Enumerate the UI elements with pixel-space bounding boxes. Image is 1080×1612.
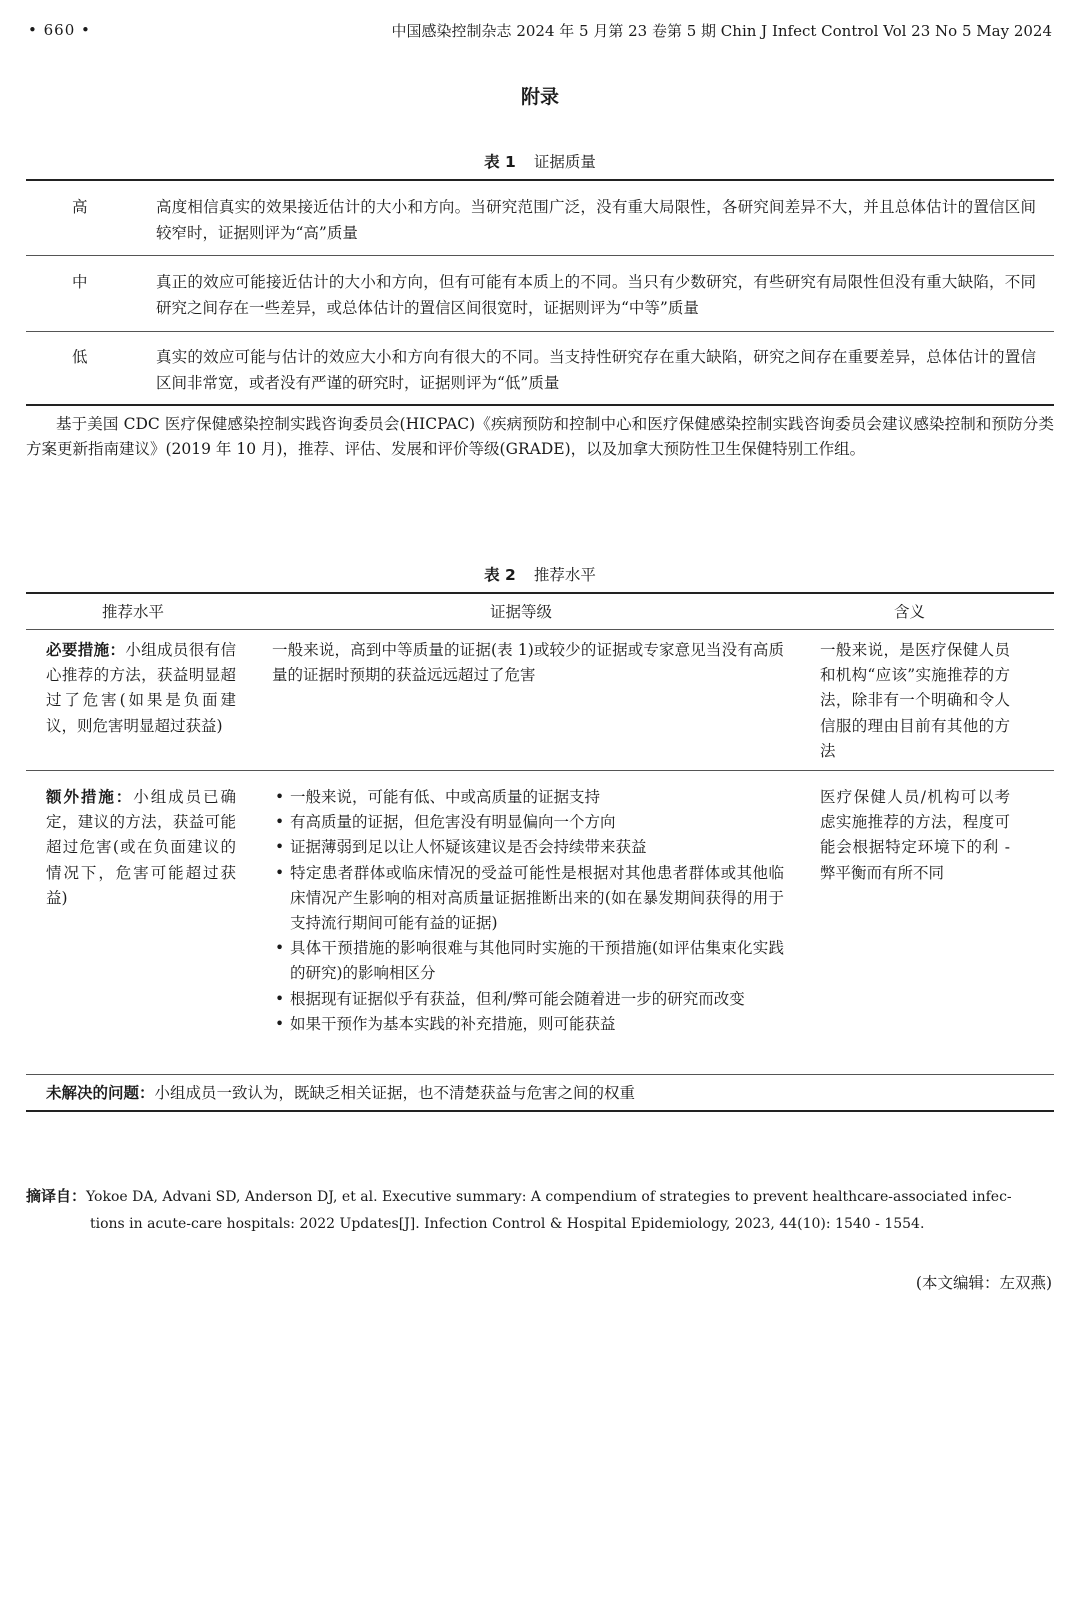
column-header-evidence: 证据等级 xyxy=(490,603,553,621)
column-header-meaning: 含义 xyxy=(894,603,926,621)
evidence-list-item: • 具体干预措施的影响很难与其他同时实施的干预措施(如评估集束化实践的研究)的影响相区分 xyxy=(272,936,784,986)
recommendation-level-cell xyxy=(46,638,236,739)
appendix-title: 附录 xyxy=(520,86,559,108)
table2-caption xyxy=(0,563,1080,585)
unresolved-issue-text: 小组成员一致认为，既缺乏相关证据，也不清楚获益与危害之间的权重 xyxy=(154,1084,636,1102)
table1-bottom-rule xyxy=(26,404,1054,406)
quality-level: 中 xyxy=(72,273,88,291)
reference-text-1: Yokoe DA, Advani SD, Anderson DJ, et al. Executive summary: A compendium of strategies to prevent healthcare-associated infec- xyxy=(86,1189,1012,1205)
evidence-list-item: • 如果干预作为基本实践的补充措施，则可能获益 xyxy=(272,1012,784,1037)
column-header-level: 推荐水平 xyxy=(102,603,165,621)
row-divider xyxy=(26,331,1054,332)
quality-description: 真实的效应可能与估计的效应大小和方向有很大的不同。当支持性研究存在重大缺陷，研究之间存在重要差异，总体估计的置信区间非常宽，或者没有严谨的研究时，证据则评为“低”质量 xyxy=(156,348,1036,392)
unresolved-issue-label: 未解决的问题： xyxy=(46,1084,155,1102)
journal-info: 中国感染控制杂志 2024 年 5 月第 23 卷第 5 期 Chin J Infect Control Vol 23 No 5 May 2024 xyxy=(391,21,1052,40)
running-header xyxy=(28,18,1052,42)
table2-top-rule xyxy=(26,592,1054,594)
quality-description: 高度相信真实的效果接近估计的大小和方向。当研究范围广泛，没有重大局限性，各研究间差异不大，并且总体估计的置信区间较窄时，证据则评为“高”质量 xyxy=(156,198,1036,242)
reference-block xyxy=(26,1183,1054,1238)
quality-description: 真正的效应可能接近估计的大小和方向，但有可能有本质上的不同。当只有少数研究，有些研究有局限性但没有重大缺陷，不同研究之间存在一些差异，或总体估计的置信区间很宽时，证据则评为“中等”质量 xyxy=(156,273,1036,317)
recommendation-level-text: 小组成员很有信心推荐的方法，获益明显超过了危害(如果是负面建议，则危害明显超过获益) xyxy=(46,641,236,735)
row-divider xyxy=(26,1074,1054,1075)
recommendation-level-cell xyxy=(46,785,236,911)
evidence-cell xyxy=(272,785,784,1037)
page-number: • 660 • xyxy=(28,21,91,39)
meaning-cell: 一般来说，是医疗保健人员和机构“应该”实施推荐的方法，除非有一个明确和令人信服的理由目前有其他的方法 xyxy=(820,641,1010,760)
evidence-list-item: • 证据薄弱到足以让人怀疑该建议是否会持续带来获益 xyxy=(272,835,784,860)
table1-label: 表 1 xyxy=(484,153,516,171)
table2-header-row xyxy=(26,600,1054,624)
table1-note: 基于美国 CDC 医疗保健感染控制实践咨询委员会(HICPAC)《疾病预防和控制中心和医疗保健感染控制实践咨询委员会建议感染控制和预防分类方案更新指南建议》(2019 年 10 月)，推荐、评估、发展和评价等级(GRADE)，以及加拿大预防性卫生保健特别工作组。 xyxy=(26,415,1054,458)
recommendation-level-label: 额外措施： xyxy=(46,788,134,806)
quality-level: 低 xyxy=(72,348,88,366)
evidence-list-item: • 有高质量的证据，但危害没有明显偏向一个方向 xyxy=(272,810,784,835)
quality-level: 高 xyxy=(72,198,88,216)
table2-bottom-rule xyxy=(26,1110,1054,1112)
reference-line-1 xyxy=(26,1183,1054,1211)
unresolved-issue-row xyxy=(46,1081,1026,1106)
table1-top-rule xyxy=(26,179,1054,181)
evidence-list-item: • 一般来说，可能有低、中或高质量的证据支持 xyxy=(272,785,784,810)
row-divider xyxy=(26,255,1054,256)
editor-credit: (本文编辑：左双燕) xyxy=(915,1274,1052,1292)
table1-caption xyxy=(0,150,1080,172)
reference-label: 摘译自： xyxy=(26,1187,87,1205)
row-divider xyxy=(26,770,1054,771)
reference-line-2: tions in acute-care hospitals: 2022 Updates[J]. Infection Control & Hospital Epidemiology, 2023, 44(10): 1540 - 1554. xyxy=(90,1216,925,1232)
table2-label: 表 2 xyxy=(484,566,516,584)
recommendation-level-label: 必要措施： xyxy=(46,641,126,659)
meaning-cell: 医疗保健人员/机构可以考虑实施推荐的方法，程度可能会根据特定环境下的利 - 弊平衡而有所不同 xyxy=(820,788,1010,882)
evidence-list-item: • 特定患者群体或临床情况的受益可能性是根据对其他患者群体或其他临床情况产生影响的相对高质量证据推断出来的(如在暴发期间获得的用于支持流行期间可能有益的证据) xyxy=(272,861,784,937)
evidence-list-item: • 根据现有证据似乎有获益，但利/弊可能会随着进一步的研究而改变 xyxy=(272,987,784,1012)
evidence-list xyxy=(272,785,784,1037)
header-divider xyxy=(26,629,1054,630)
table1-title: 证据质量 xyxy=(533,153,596,171)
table2-title: 推荐水平 xyxy=(533,566,596,584)
evidence-cell: 一般来说，高到中等质量的证据(表 1)或较少的证据或专家意见当没有高质量的证据时预期的获益远远超过了危害 xyxy=(272,641,784,685)
recommendation-level-text: 小组成员已确定，建议的方法，获益可能超过危害(或在负面建议的情况下，危害可能超过获益) xyxy=(46,788,236,907)
